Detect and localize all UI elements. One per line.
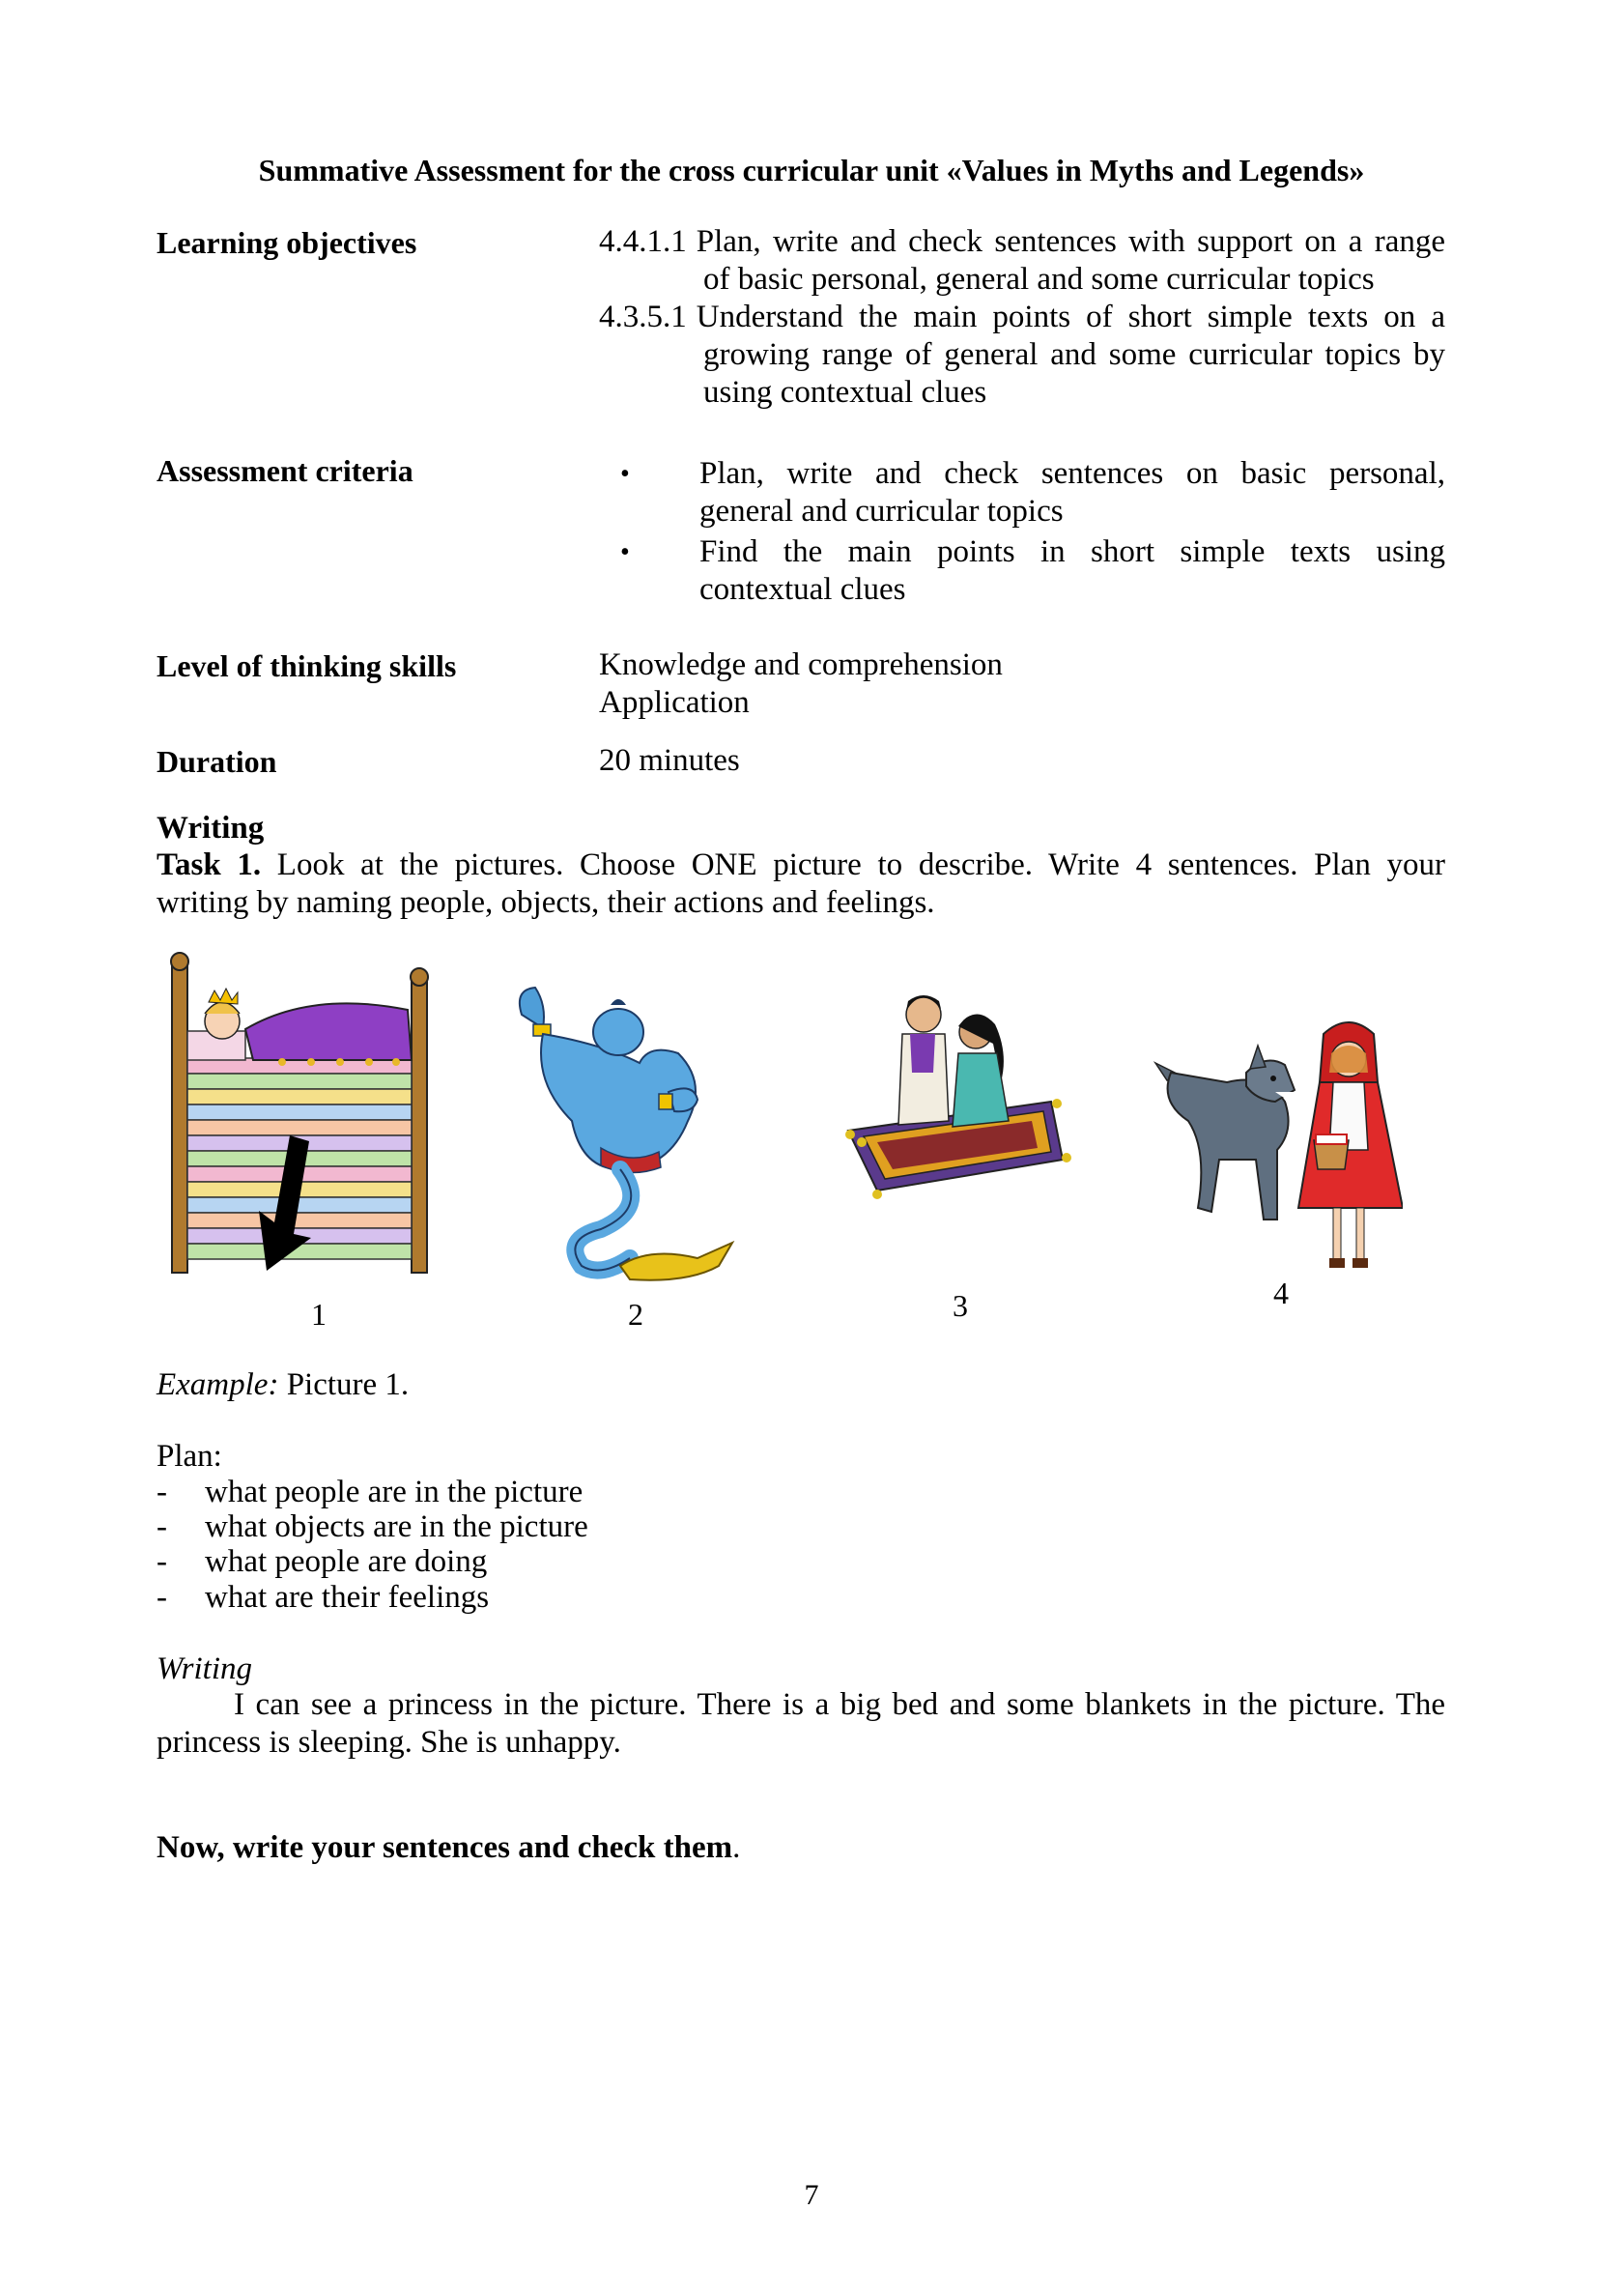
- objectives-label: Learning objectives: [157, 225, 417, 260]
- task-text-cont: writing by naming people, objects, their actions and feelings.: [157, 885, 935, 920]
- closing-text: Now, write your sentences and check them: [157, 1830, 733, 1865]
- page-title: Summative Assessment for the cross curricular unit «Values in Myths and Legends»: [258, 153, 1365, 187]
- criteria-item: [599, 455, 1445, 531]
- picture-2: [504, 976, 742, 1287]
- princess-and-pea-icon: [166, 952, 437, 1278]
- plan-item: what are their feelings: [205, 1580, 490, 1615]
- dash-icon: -: [157, 1544, 167, 1579]
- objective-item: [599, 299, 1445, 336]
- riding-hood-icon: [1150, 1015, 1403, 1279]
- objective-code: 4.4.1.1: [599, 224, 687, 259]
- page-number: 7: [804, 2179, 819, 2211]
- writing-example-text: [157, 1686, 1445, 1762]
- criteria-text-cont: contextual clues: [699, 572, 906, 607]
- thinking-value: Knowledge and comprehension: [599, 647, 1003, 682]
- picture-number-2: 2: [628, 1297, 643, 1332]
- task-text: Look at the pictures. Choose ONE picture to describe. Write 4 sentences. Plan your: [276, 847, 1445, 882]
- genie-icon: [504, 976, 742, 1287]
- picture-number-3: 3: [953, 1288, 968, 1323]
- picture-3: [839, 976, 1072, 1204]
- picture-number-1: 1: [311, 1297, 327, 1332]
- magic-carpet-icon: [839, 976, 1072, 1204]
- picture-1: [166, 952, 437, 1278]
- example-line: [157, 1366, 409, 1404]
- criteria-item: [599, 533, 1445, 609]
- writing-example-label: Writing: [157, 1651, 253, 1686]
- objective-item: [599, 223, 1445, 261]
- criteria-label: Assessment criteria: [157, 453, 413, 488]
- bullet-icon: •: [620, 537, 630, 567]
- closing-period: .: [732, 1830, 741, 1865]
- criteria-text: Find the main points in short simple texts using: [699, 534, 1445, 569]
- objective-text: Plan, write and check sentences with support on a range: [696, 224, 1445, 259]
- closing-line: [157, 1829, 740, 1867]
- plan-item: what people are in the picture: [205, 1475, 584, 1509]
- thinking-values: [599, 646, 1445, 722]
- example-label: Example:: [157, 1367, 279, 1402]
- criteria-text-cont: general and curricular topics: [699, 494, 1064, 529]
- objective-text-cont: of basic personal, general and some curricular topics: [703, 262, 1375, 297]
- plan-item: what people are doing: [205, 1544, 488, 1579]
- duration-label: Duration: [157, 744, 277, 779]
- criteria-text: Plan, write and check sentences on basic personal,: [699, 456, 1445, 491]
- objective-text-cont: using contextual clues: [703, 375, 987, 410]
- thinking-label: Level of thinking skills: [157, 648, 457, 683]
- task-instructions: [157, 847, 1445, 922]
- writing-example-line: princess is sleeping. She is unhappy.: [157, 1725, 621, 1760]
- objective-code: 4.3.5.1: [599, 300, 687, 334]
- dash-icon: -: [157, 1580, 167, 1615]
- bullet-icon: •: [620, 459, 630, 489]
- objective-text-cont: growing range of general and some curricular topics by: [703, 337, 1445, 372]
- example-text: Picture 1.: [278, 1367, 410, 1402]
- task-label: Task 1.: [157, 847, 262, 882]
- dash-icon: -: [157, 1475, 167, 1509]
- picture-number-4: 4: [1273, 1276, 1289, 1310]
- duration-value: 20 minutes: [599, 743, 740, 778]
- picture-4: [1150, 1015, 1403, 1279]
- dash-icon: -: [157, 1509, 167, 1544]
- plan-item: what objects are in the picture: [205, 1509, 588, 1544]
- writing-example-line: I can see a princess in the picture. There is a big bed and some blankets in the picture. The: [234, 1687, 1445, 1722]
- plan-label: Plan:: [157, 1439, 222, 1474]
- objective-text: Understand the main points of short simple texts on a: [696, 300, 1445, 334]
- writing-heading: Writing: [157, 811, 265, 846]
- thinking-value: Application: [599, 685, 750, 720]
- objectives-list: [599, 223, 1445, 412]
